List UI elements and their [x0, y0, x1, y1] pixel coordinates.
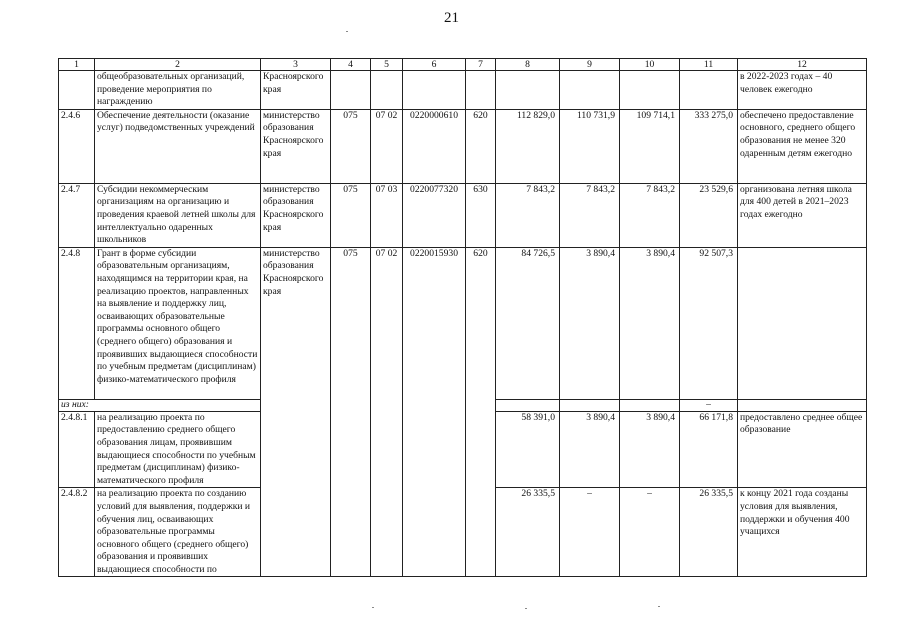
year-1-amount: 58 391,0 — [496, 411, 560, 488]
total-amount: 92 507,3 — [680, 247, 738, 399]
header-cell: 9 — [560, 59, 620, 71]
header-cell: 2 — [95, 59, 261, 71]
year-2-amount: 3 890,4 — [560, 247, 620, 399]
table-row — [59, 109, 867, 183]
expected-result: в 2022-2023 годах – 40 человек ежегодно — [738, 71, 867, 110]
executor: министерство образования Красноярского края — [261, 247, 331, 399]
total-amount: 333 275,0 — [680, 109, 738, 183]
year-1-amount: 7 843,2 — [496, 183, 560, 247]
row-number: 2.4.8 — [59, 247, 95, 399]
header-cell: 10 — [620, 59, 680, 71]
header-cell: 1 — [59, 59, 95, 71]
vr-code: 620 — [466, 247, 496, 399]
header-cell: 12 — [738, 59, 867, 71]
grbs-code: 075 — [331, 109, 371, 183]
header-cell: 4 — [331, 59, 371, 71]
header-row — [59, 59, 867, 71]
year-3-amount: 3 890,4 — [620, 247, 680, 399]
expected-result: к концу 2021 года созданы условия для выявления, поддержки и обучения 400 учащихся — [738, 488, 867, 577]
table-row — [59, 183, 867, 247]
executor: министерство образования Красноярского края — [261, 183, 331, 247]
year-1-amount: 26 335,5 — [496, 488, 560, 577]
header-cell: 5 — [371, 59, 403, 71]
year-2-amount: 110 731,9 — [560, 109, 620, 183]
rzpr-code: 07 02 — [371, 247, 403, 399]
row-number: 2.4.8.1 — [59, 411, 95, 488]
scan-speck — [525, 608, 527, 609]
csr-code: 0220015930 — [403, 247, 466, 399]
activity-name: на реализацию проекта по предоставлению среднего общего образования лицам, проявившим выдающиеся способности по учебным предметам (дисциплинам) физико-математического профиля — [95, 411, 261, 488]
rzpr-code: 07 02 — [371, 109, 403, 183]
year-3-amount: – — [620, 488, 680, 577]
total-amount: 23 529,6 — [680, 183, 738, 247]
executor: Красноярского края — [261, 71, 331, 110]
year-1-amount: 84 726,5 — [496, 247, 560, 399]
expected-result: организована летняя школа для 400 детей в 2021–2023 годах ежегодно — [738, 183, 867, 247]
row-number: 2.4.7 — [59, 183, 95, 247]
expected-result: обеспечено предоставление основного, среднего общего образования не менее 320 одаренным детям ежегодно — [738, 109, 867, 183]
rzpr-code: 07 03 — [371, 183, 403, 247]
table-row — [59, 399, 867, 411]
of-which-dash: – — [680, 399, 738, 411]
activity-name: общеобразовательных организаций, проведение мероприятия по награждению — [95, 71, 261, 110]
csr-code: 0220000610 — [403, 109, 466, 183]
table-row — [59, 71, 867, 110]
header-cell: 3 — [261, 59, 331, 71]
expected-result: предоставлено среднее общее образование — [738, 411, 867, 488]
activity-name: Обеспечение деятельности (оказание услуг) подведомственных учреждений — [95, 109, 261, 183]
page-number: 21 — [444, 10, 459, 26]
grbs-code: 075 — [331, 247, 371, 399]
header-cell: 8 — [496, 59, 560, 71]
year-3-amount: 109 714,1 — [620, 109, 680, 183]
executor: министерство образования Красноярского края — [261, 109, 331, 183]
table-row — [59, 411, 867, 488]
scan-speck — [346, 31, 348, 32]
activity-name: на реализацию проекта по созданию условий для выявления, поддержки и обучения лиц, осваивающих образовательные программы основного общего (среднего общего) образования и проявивших выдающиеся способности по — [95, 488, 261, 577]
year-2-amount: – — [560, 488, 620, 577]
header-cell: 11 — [680, 59, 738, 71]
vr-code: 620 — [466, 109, 496, 183]
program-table — [58, 58, 867, 577]
year-2-amount: 3 890,4 — [560, 411, 620, 488]
grbs-code: 075 — [331, 183, 371, 247]
year-1-amount: 112 829,0 — [496, 109, 560, 183]
year-3-amount: 3 890,4 — [620, 411, 680, 488]
row-number: 2.4.6 — [59, 109, 95, 183]
scan-speck — [372, 607, 374, 608]
vr-code: 630 — [466, 183, 496, 247]
total-amount: 66 171,8 — [680, 411, 738, 488]
activity-name: Грант в форме субсидии образовательным организациям, находящимся на территории края, на реализацию проектов, направленных на выявление и поддержку лиц, осваивающих образовательные программы основного общего (среднего общего) образования и проявивших выдающиеся способности по учебным предметам (дисциплинам) физико-математического профиля — [95, 247, 261, 399]
year-3-amount: 7 843,2 — [620, 183, 680, 247]
scan-speck — [658, 606, 660, 607]
activity-name: Субсидии некоммерческим организациям на организацию и проведения краевой летней школы для интеллектуально одаренных школьников — [95, 183, 261, 247]
row-number: 2.4.8.2 — [59, 488, 95, 577]
of-which-label: из них: — [59, 399, 261, 411]
table-row — [59, 247, 867, 399]
total-amount: 26 335,5 — [680, 488, 738, 577]
header-cell: 7 — [466, 59, 496, 71]
header-cell: 6 — [403, 59, 466, 71]
expected-result — [738, 247, 867, 399]
csr-code: 0220077320 — [403, 183, 466, 247]
year-2-amount: 7 843,2 — [560, 183, 620, 247]
table-row — [59, 488, 867, 577]
